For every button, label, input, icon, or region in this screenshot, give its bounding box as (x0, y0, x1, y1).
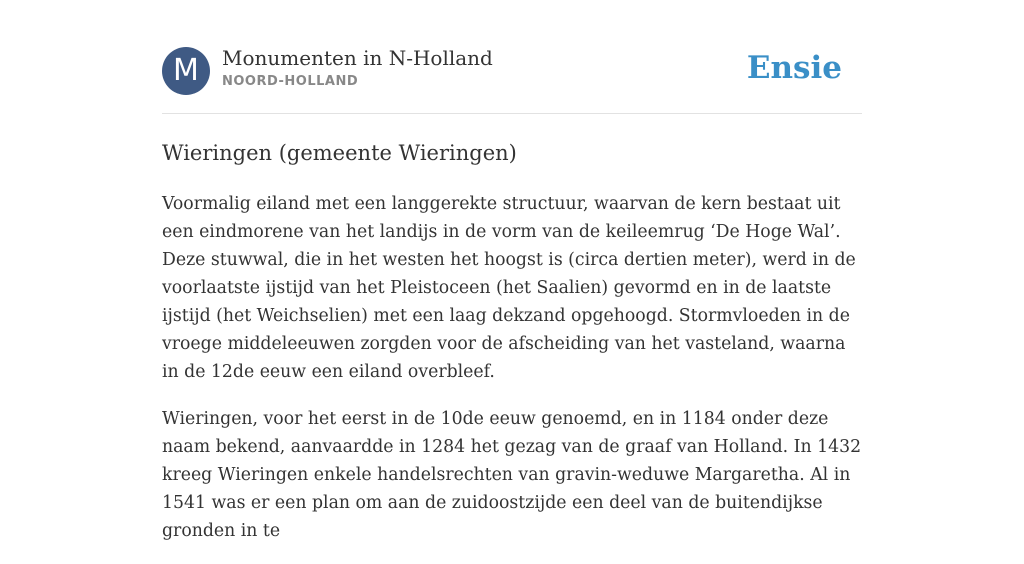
article-paragraph-2: Wieringen, voor het eerst in de 10de eeuw genoemd, en in 1184 onder deze naam bekend, aanvaardde in 1284 het gezag van de graaf van Holland. In 1432 kreeg Wieringen enkele handelsrechten van gravin-weduwe Margaretha. Al in 1541 was er een plan om aan de zuidoostzijde een deel van de buitendijkse gronden in te (162, 409, 862, 541)
source-region-link[interactable]: NOORD-HOLLAND (222, 74, 359, 89)
source-title-link[interactable]: Monumenten in N-Holland (222, 46, 493, 70)
article-paragraph-1: Voormalig eiland met een langgerekte structuur, waarvan de kern bestaat uit een eindmorene van het landijs in de vorm van de keileemrug ‘De Hoge Wal’. Deze stuwwal, die in het westen het hoogst is (circa dertien meter), werd in de voorlaatste ijstijd van het Pleistoceen (het Saalien) gevormd en in de laatste ijstijd (het Weichselien) met een laag dekzand opgehoogd. Stormvloeden in de vroege middeleeuwen zorgden voor de afscheiding van het vasteland, waarna in de 12de eeuw een eiland overbleef. (162, 194, 856, 382)
header-divider (162, 113, 862, 114)
source-header (162, 46, 862, 96)
source-avatar[interactable]: M (162, 47, 210, 95)
article-body (162, 190, 862, 564)
ensie-logo[interactable]: Ensie (746, 50, 842, 86)
article-title: Wieringen (gemeente Wieringen) (162, 141, 517, 165)
